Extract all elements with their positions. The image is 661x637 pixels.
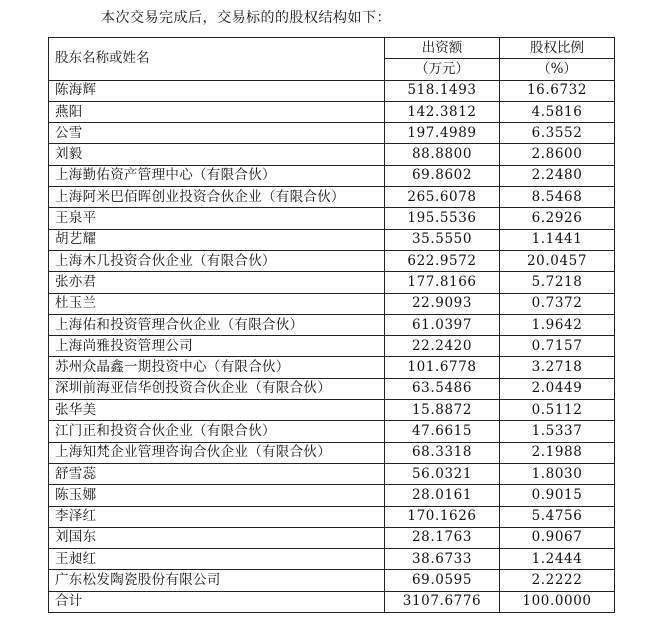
table-row — [49, 272, 615, 293]
shareholder-name-cell: 公雪 — [49, 123, 385, 144]
table-header — [49, 38, 615, 81]
capital-cell: 22.2420 — [385, 336, 500, 357]
table-row — [49, 400, 615, 421]
shareholder-name-cell: 陈玉娜 — [49, 485, 385, 506]
table-footer — [49, 591, 615, 612]
capital-cell: 56.0321 — [385, 463, 500, 484]
ratio-cell: 5.4756 — [500, 506, 615, 527]
ratio-cell: 6.3552 — [500, 123, 615, 144]
shareholder-name-cell: 上海木几投资合伙企业（有限合伙） — [49, 250, 385, 271]
shareholder-name-cell: 上海佑和投资管理合伙企业（有限合伙） — [49, 314, 385, 335]
capital-cell: 28.0161 — [385, 485, 500, 506]
ratio-cell: 2.1988 — [500, 442, 615, 463]
ratio-cell: 6.2926 — [500, 208, 615, 229]
table-row — [49, 144, 615, 165]
table-row — [49, 314, 615, 335]
capital-cell: 622.9572 — [385, 250, 500, 271]
shareholder-name-cell: 上海尚雅投资管理公司 — [49, 336, 385, 357]
total-label: 合计 — [49, 591, 385, 612]
ratio-cell: 20.0457 — [500, 250, 615, 271]
table-row — [49, 123, 615, 144]
capital-cell: 47.6615 — [385, 421, 500, 442]
capital-cell: 63.5486 — [385, 378, 500, 399]
shareholder-name-cell: 深圳前海亚信华创投资合伙企业（有限合伙） — [49, 378, 385, 399]
total-ratio: 100.0000 — [500, 591, 615, 612]
ratio-cell: 2.2480 — [500, 165, 615, 186]
header-capital-unit: （万元） — [385, 59, 500, 80]
capital-cell: 88.8800 — [385, 144, 500, 165]
capital-cell: 69.0595 — [385, 570, 500, 591]
ratio-cell: 0.5112 — [500, 400, 615, 421]
table-row — [49, 250, 615, 271]
capital-cell: 518.1493 — [385, 80, 500, 101]
table-row — [49, 527, 615, 548]
ratio-cell: 3.2718 — [500, 357, 615, 378]
table-row — [49, 357, 615, 378]
ratio-cell: 0.9015 — [500, 485, 615, 506]
capital-cell: 28.1763 — [385, 527, 500, 548]
capital-cell: 35.5550 — [385, 229, 500, 250]
ratio-cell: 8.5468 — [500, 187, 615, 208]
table-row — [49, 187, 615, 208]
total-row — [49, 591, 615, 612]
table-row — [49, 570, 615, 591]
ratio-cell: 5.7218 — [500, 272, 615, 293]
shareholder-name-cell: 王泉平 — [49, 208, 385, 229]
capital-cell: 22.9093 — [385, 293, 500, 314]
ratio-cell: 0.7157 — [500, 336, 615, 357]
capital-cell: 177.8166 — [385, 272, 500, 293]
table-row — [49, 463, 615, 484]
table-row — [49, 80, 615, 101]
table-row — [49, 442, 615, 463]
shareholder-name-cell: 江门正和投资合伙企业（有限合伙） — [49, 421, 385, 442]
ratio-cell: 0.7372 — [500, 293, 615, 314]
total-capital: 3107.6776 — [385, 591, 500, 612]
capital-cell: 197.4989 — [385, 123, 500, 144]
table-row — [49, 485, 615, 506]
table-row — [49, 549, 615, 570]
table-row — [49, 229, 615, 250]
table-row — [49, 293, 615, 314]
table-row — [49, 101, 615, 122]
capital-cell: 142.3812 — [385, 101, 500, 122]
ratio-cell: 16.6732 — [500, 80, 615, 101]
shareholder-name-cell: 上海知梵企业管理咨询合伙企业（有限合伙） — [49, 442, 385, 463]
shareholder-name-cell: 杜玉兰 — [49, 293, 385, 314]
shareholder-name-cell: 广东松发陶瓷股份有限公司 — [49, 570, 385, 591]
shareholder-name-cell: 张亦君 — [49, 272, 385, 293]
table-row — [49, 165, 615, 186]
table-row — [49, 336, 615, 357]
table-row — [49, 208, 615, 229]
table-row — [49, 378, 615, 399]
ratio-cell: 0.9067 — [500, 527, 615, 548]
shareholder-name-cell: 苏州众晶鑫一期投资中心（有限合伙） — [49, 357, 385, 378]
ratio-cell: 2.8600 — [500, 144, 615, 165]
header-capital: 出资额 — [385, 38, 500, 59]
shareholder-name-cell: 陈海辉 — [49, 80, 385, 101]
intro-text: 本次交易完成后，交易标的的股权结构如下： — [101, 10, 391, 26]
capital-cell: 265.6078 — [385, 187, 500, 208]
shareholder-name-cell: 胡艺耀 — [49, 229, 385, 250]
ratio-cell: 1.9642 — [500, 314, 615, 335]
capital-cell: 195.5536 — [385, 208, 500, 229]
ratio-cell: 1.1441 — [500, 229, 615, 250]
shareholder-name-cell: 上海阿米巴佰晖创业投资合伙企业（有限合伙） — [49, 187, 385, 208]
shareholder-name-cell: 燕阳 — [49, 101, 385, 122]
shareholder-name-cell: 舒雪蕊 — [49, 463, 385, 484]
table-body — [49, 80, 615, 591]
table-row — [49, 421, 615, 442]
ratio-cell: 2.0449 — [500, 378, 615, 399]
shareholder-name-cell: 李泽红 — [49, 506, 385, 527]
capital-cell: 170.1626 — [385, 506, 500, 527]
shareholder-name-cell: 王昶红 — [49, 549, 385, 570]
ratio-cell: 2.2222 — [500, 570, 615, 591]
capital-cell: 68.3318 — [385, 442, 500, 463]
shareholder-name-cell: 刘国东 — [49, 527, 385, 548]
capital-cell: 69.8602 — [385, 165, 500, 186]
ratio-cell: 1.8030 — [500, 463, 615, 484]
capital-cell: 38.6733 — [385, 549, 500, 570]
shareholder-name-cell: 刘毅 — [49, 144, 385, 165]
ratio-cell: 1.5337 — [500, 421, 615, 442]
capital-cell: 61.0397 — [385, 314, 500, 335]
header-row — [49, 38, 615, 59]
capital-cell: 101.6778 — [385, 357, 500, 378]
ratio-cell: 4.5816 — [500, 101, 615, 122]
header-ratio-unit: （%） — [500, 59, 615, 80]
equity-structure-table — [48, 37, 615, 613]
header-shareholder-name: 股东名称或姓名 — [49, 38, 385, 81]
ratio-cell: 1.2444 — [500, 549, 615, 570]
shareholder-name-cell: 张华美 — [49, 400, 385, 421]
capital-cell: 15.8872 — [385, 400, 500, 421]
shareholder-name-cell: 上海勤佑资产管理中心（有限合伙） — [49, 165, 385, 186]
header-ratio: 股权比例 — [500, 38, 615, 59]
table-row — [49, 506, 615, 527]
